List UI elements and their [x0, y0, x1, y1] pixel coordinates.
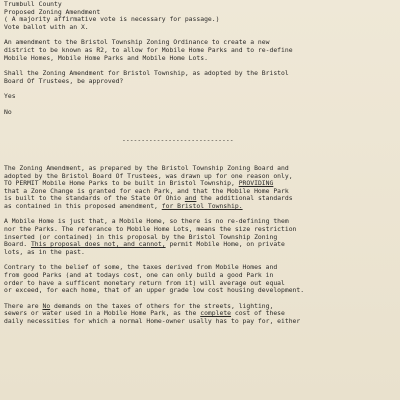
- paragraph-demands: There are No demands on the taxes of others for the streets, lighting, sewers or water used in a Mobile Home Park, as the complete cost of these daily necessities for which a normal Home-owner usally has to pay for, either: [4, 301, 301, 325]
- document-title: Proposed Zoning Amendment: [4, 7, 101, 16]
- paragraph-taxes: Contrary to the belief of some, the taxes derived from Mobile Homes and from good Parks (and at todays cost, one can only build a good Park in order to have a sufficent monetary return from it) will average out equal or exceed, for each home, that of an upper grade low cost housing development.: [4, 263, 305, 295]
- option-no: No: [4, 107, 12, 116]
- underlined-and: and: [184, 194, 197, 203]
- separator-rule: -----------------------------: [122, 135, 234, 144]
- underlined-for-bristol: for Bristol Township.: [161, 201, 243, 210]
- underlined-complete: complete: [200, 309, 232, 318]
- underlined-no: No: [42, 301, 51, 310]
- paragraph-mobile-home: A Mobile Home is just that, a Mobile Home, so there is no re-defining them nor the Parks. The referance to Mobile Home Lots, means the size restriction inserted (or contained) in this proposal by the Bristol Township Zoning Board. This proposal does not, and cannot, permit Mobile Home, on private lots, as in the past.: [4, 217, 297, 256]
- majority-note: ( A majority affirmative vote is necessary for passage.): [4, 15, 220, 24]
- paragraph-zoning-amendment: The Zoning Amendment, as prepared by the Bristol Township Zoning Board and adopted by the Bristol Board Of Trustees, was drawn up for one reason only, TO PERMIT Mobile Home Parks to be built in Bristol Township, PROVIDING that a Zone Change is granted for each Park, and that the Mobile Home Park is built to the standards of the State Of Ohio and the additional standards as contained in this proposed amendment, for Bristol Township.: [4, 163, 293, 210]
- option-yes: Yes: [4, 92, 16, 101]
- vote-instruction: Vote ballot with an X.: [4, 22, 89, 31]
- ballot-question: Shall the Zoning Amendment for Bristol Township, as adopted by the Bristol Board Of Trustees, be approved?: [4, 69, 289, 85]
- underlined-providing: PROVIDING: [238, 179, 274, 188]
- county-line: Trumbull County: [4, 0, 62, 8]
- underlined-does-not: This proposal does not, and cannot,: [30, 240, 166, 249]
- amendment-description: An amendment to the Bristol Township Zoning Ordinance to create a new district to be known as R2, to allow for Mobile Home Parks and to re-define Mobile Homes, Mobile Home Parks and Mobile Home Lots.: [4, 38, 293, 62]
